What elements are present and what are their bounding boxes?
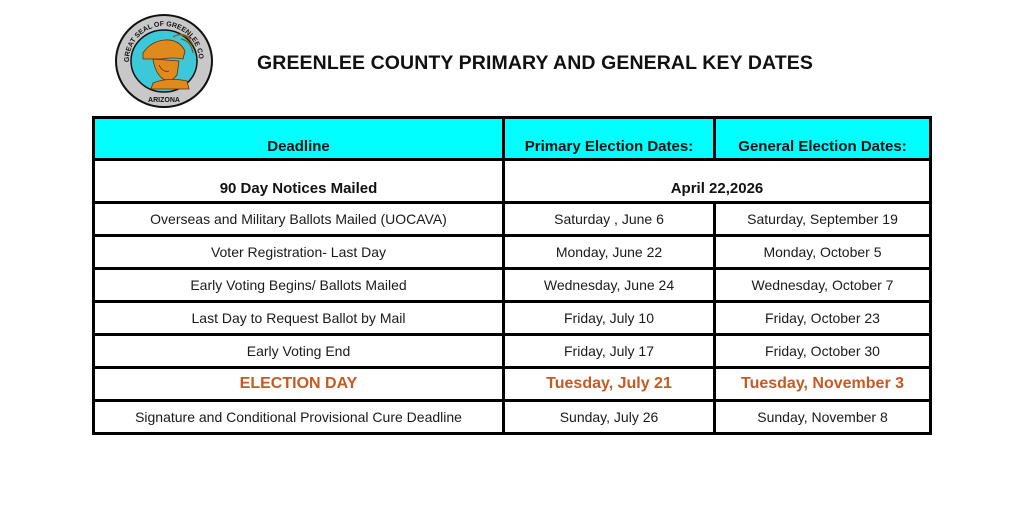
seal-bottom-text: ARIZONA (148, 97, 180, 104)
deadline-cell: ELECTION DAY (94, 368, 504, 401)
primary-date-cell: Friday, July 10 (504, 302, 715, 335)
header-general: General Election Dates: (715, 118, 931, 160)
seal-top-text: GREAT SEAL OF GREENLEE CO (123, 20, 205, 63)
table-header-row (94, 118, 931, 160)
table-row (94, 269, 931, 302)
general-date-cell: Sunday, November 8 (715, 401, 931, 434)
notice-date: April 22,2026 (504, 160, 931, 203)
table-row (94, 236, 931, 269)
deadline-cell: Overseas and Military Ballots Mailed (UOCAVA) (94, 203, 504, 236)
deadline-cell: Early Voting Begins/ Ballots Mailed (94, 269, 504, 302)
county-seal-graphic (113, 13, 215, 109)
deadline-cell: Early Voting End (94, 335, 504, 368)
header-deadline: Deadline (94, 118, 504, 160)
table-row (94, 302, 931, 335)
primary-date-cell: Wednesday, June 24 (504, 269, 715, 302)
election-day-row (94, 368, 931, 401)
page-title: GREENLEE COUNTY PRIMARY AND GENERAL KEY DATES (257, 52, 813, 74)
primary-date-cell: Saturday , June 6 (504, 203, 715, 236)
deadline-cell: Last Day to Request Ballot by Mail (94, 302, 504, 335)
county-seal-icon (113, 13, 215, 109)
key-dates-table (92, 116, 932, 435)
table-row (94, 401, 931, 434)
primary-date-cell: Monday, June 22 (504, 236, 715, 269)
general-date-cell: Friday, October 23 (715, 302, 931, 335)
notice-deadline: 90 Day Notices Mailed (94, 160, 504, 203)
general-date-cell: Tuesday, November 3 (715, 368, 931, 401)
general-date-cell: Saturday, September 19 (715, 203, 931, 236)
primary-date-cell: Tuesday, July 21 (504, 368, 715, 401)
primary-date-cell: Sunday, July 26 (504, 401, 715, 434)
table-row (94, 335, 931, 368)
table-row (94, 203, 931, 236)
deadline-cell: Voter Registration- Last Day (94, 236, 504, 269)
header-primary: Primary Election Dates: (504, 118, 715, 160)
general-date-cell: Wednesday, October 7 (715, 269, 931, 302)
deadline-cell: Signature and Conditional Provisional Cure Deadline (94, 401, 504, 434)
notice-row (94, 160, 931, 203)
general-date-cell: Friday, October 30 (715, 335, 931, 368)
primary-date-cell: Friday, July 17 (504, 335, 715, 368)
general-date-cell: Monday, October 5 (715, 236, 931, 269)
